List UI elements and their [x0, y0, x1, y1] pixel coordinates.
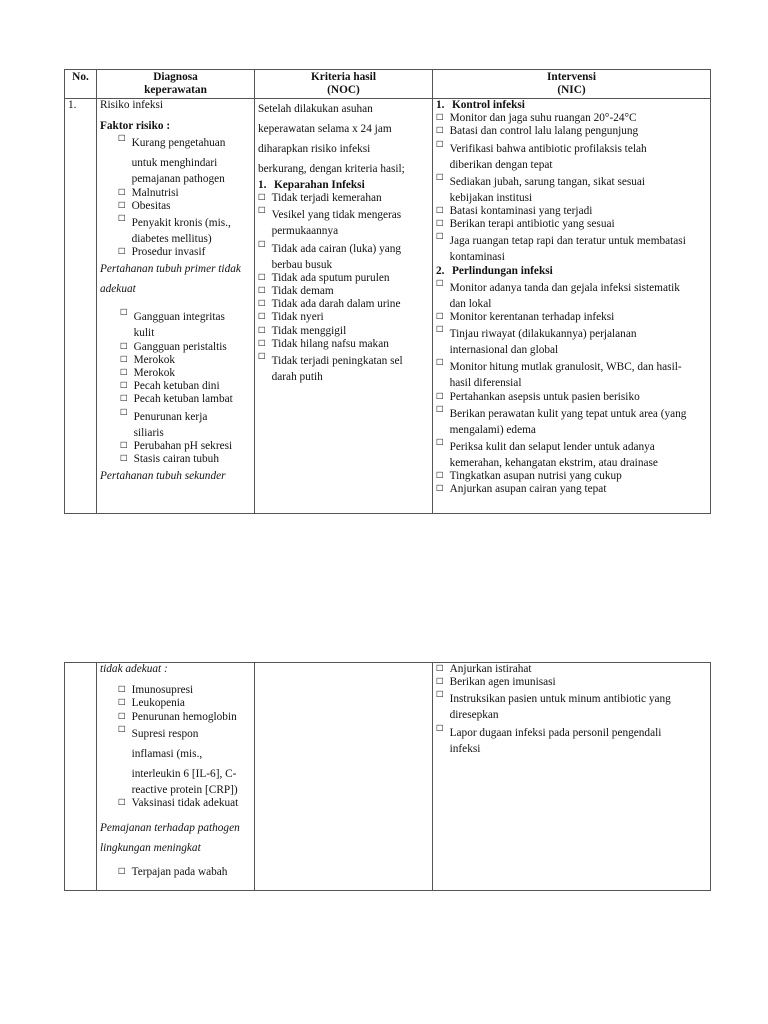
- spacer: [100, 858, 251, 866]
- cell-diagnosa: [97, 663, 255, 891]
- list-item-text: [132, 187, 179, 200]
- list-item: [100, 724, 251, 797]
- list-item-line: infeksi: [449, 742, 481, 755]
- continued-label: tidak adekuat :: [100, 663, 168, 675]
- list-item-line: Anjurkan asupan cairan yang tepat: [449, 483, 607, 496]
- list-item-text: [132, 724, 238, 797]
- checkbox-icon: ☐: [436, 325, 444, 336]
- list-item-line: Monitor adanya tanda dan gejala infeksi sistematik: [449, 281, 680, 294]
- list-item-text: [450, 391, 640, 404]
- list-item-text: [134, 380, 220, 393]
- list-item-line: Berikan terapi antibiotic yang sesuai: [449, 218, 615, 231]
- list-item-line: pemajanan pathogen: [131, 173, 225, 186]
- list-item: [436, 723, 707, 756]
- checkbox-icon: ☐: [118, 698, 126, 709]
- table-header-row: [65, 70, 711, 99]
- list-item: [436, 404, 707, 437]
- checkbox-icon: ☐: [120, 394, 128, 405]
- list-item-text: [132, 246, 206, 259]
- list-item-text: [132, 133, 226, 186]
- checkbox-icon: ☐: [120, 454, 128, 465]
- list-item-line: Monitor kerentanan terhadap infeksi: [449, 311, 615, 324]
- list-item-text: [132, 866, 228, 879]
- checkbox-icon: ☐: [436, 278, 444, 289]
- list-item: [100, 797, 251, 810]
- list-item-line: Berikan agen imunisasi: [449, 676, 556, 689]
- list-item-text: [450, 689, 671, 722]
- table-row: [65, 99, 711, 514]
- list-item-text: [450, 205, 593, 218]
- list-item-text: [134, 307, 225, 340]
- cell-kriteria: [255, 663, 433, 891]
- list-item-line: Prosedur invasif: [131, 246, 206, 259]
- header-intervensi: Intervensi (NIC): [433, 70, 711, 99]
- list-item-text: [134, 453, 219, 466]
- list-item-line: kebijakan institusi: [449, 191, 533, 204]
- checkbox-icon: ☐: [118, 685, 126, 696]
- list-item: [436, 231, 707, 264]
- list-item-text: [272, 325, 347, 338]
- checkbox-icon: ☐: [436, 404, 444, 415]
- checkbox-icon: ☐: [436, 219, 444, 230]
- checkbox-icon: ☐: [118, 200, 126, 211]
- section-number: 1.: [436, 99, 445, 111]
- list-item-text: [450, 723, 662, 756]
- list-item-line: Stasis cairan tubuh: [133, 453, 219, 466]
- checkbox-icon: ☐: [436, 232, 444, 243]
- list-item-text: [132, 797, 239, 810]
- list-item-line: hasil diferensial: [449, 377, 522, 390]
- list-item-line: Penyakit kronis (mis.,: [131, 217, 231, 230]
- secondary-defense-label: Pertahanan tubuh sekunder: [100, 470, 226, 483]
- checkbox-icon: ☐: [118, 711, 126, 722]
- list-item-text: [450, 324, 637, 357]
- list-item-text: [272, 311, 324, 324]
- checkbox-icon: ☐: [118, 867, 126, 878]
- checkbox-icon: ☐: [258, 352, 266, 363]
- list-item: [100, 246, 251, 259]
- list-item-line: Penurunan kerja: [133, 410, 208, 423]
- care-plan-table-2: [64, 662, 711, 891]
- list-item-text: [450, 470, 622, 483]
- checkbox-icon: ☐: [436, 358, 444, 369]
- list-item-line: Pertahankan asepsis untuk pasien berisiko: [449, 390, 640, 403]
- list-item-line: mengalami) edema: [449, 423, 536, 436]
- list-item-line: diresepkan: [449, 709, 499, 722]
- list-item-line: Penurunan hemoglobin: [131, 710, 237, 723]
- checkbox-icon: ☐: [120, 368, 128, 379]
- list-item-text: [272, 272, 390, 285]
- checkbox-icon: ☐: [120, 381, 128, 392]
- list-item-line: Periksa kulit dan selaput lender untuk adanya: [449, 441, 655, 454]
- list-item: [258, 311, 429, 324]
- list-item-line: permukaannya: [271, 225, 339, 238]
- cell-no: [65, 663, 97, 891]
- list-item-line: Terpajan pada wabah: [131, 866, 228, 879]
- list-item-line: Monitor dan jaga suhu ruangan 20°-24°C: [449, 112, 637, 125]
- text-line: berkurang, dengan kriteria hasil;: [258, 163, 405, 175]
- section-title: Kontrol infeksi: [452, 99, 525, 111]
- checkbox-icon: ☐: [118, 247, 126, 258]
- list-item-line: Pecah ketuban dini: [133, 380, 220, 393]
- list-item-line: Perubahan pH sekresi: [133, 439, 233, 452]
- risk-factor-label: Faktor risiko :: [100, 120, 171, 133]
- list-item: [258, 338, 429, 351]
- cell-no: 1.: [65, 99, 97, 514]
- list-item: [258, 192, 429, 205]
- checkbox-icon: ☐: [436, 664, 444, 674]
- list-item-line: Tidak hilang nafsu makan: [271, 337, 389, 350]
- list-item-text: [450, 483, 607, 496]
- list-item: [258, 272, 429, 285]
- checkbox-icon: ☐: [118, 134, 126, 145]
- list-item: [100, 380, 251, 393]
- list-item-line: inflamasi (mis.,: [131, 747, 203, 760]
- list-item: [100, 393, 251, 406]
- checkbox-icon: ☐: [258, 338, 266, 349]
- list-item: [436, 125, 707, 138]
- list-item: [100, 307, 251, 340]
- checkbox-icon: ☐: [258, 286, 266, 297]
- list-item-line: Imunosupresi: [131, 684, 194, 697]
- list-item-line: Supresi respon: [131, 727, 199, 740]
- checkbox-icon: ☐: [436, 139, 444, 150]
- list-item: [100, 711, 251, 724]
- list-item-line: Vaksinasi tidak adekuat: [131, 797, 239, 810]
- list-item: [436, 311, 707, 324]
- list-item-line: Tidak ada cairan (luka) yang: [271, 242, 402, 255]
- checkbox-icon: ☐: [118, 724, 126, 735]
- list-item-text: [450, 172, 645, 205]
- list-item-line: Sediakan jubah, sarung tangan, sikat sesuai: [449, 175, 646, 188]
- checkbox-icon: ☐: [118, 798, 126, 809]
- list-item-text: [272, 351, 403, 384]
- list-item: [436, 218, 707, 231]
- checkbox-icon: ☐: [118, 214, 126, 225]
- spacer: [100, 299, 251, 307]
- list-item-line: Obesitas: [131, 199, 171, 212]
- list-item: [258, 205, 429, 238]
- list-item: [100, 354, 251, 367]
- list-item-line: interleukin 6 [IL-6], C-: [131, 767, 237, 780]
- list-item-line: Verifikasi bahwa antibiotic profilaksis telah: [449, 142, 647, 155]
- checkbox-icon: ☐: [120, 407, 128, 418]
- list-item-line: diabetes mellitus): [131, 233, 212, 246]
- spacer: [100, 676, 251, 684]
- list-item-text: [132, 213, 231, 246]
- list-item-text: [134, 393, 233, 406]
- list-item: [436, 689, 707, 722]
- list-item-line: Tidak ada darah dalam urine: [271, 298, 401, 311]
- list-item-line: Kurang pengetahuan: [131, 137, 226, 150]
- list-item: [436, 278, 707, 311]
- checkbox-icon: ☐: [436, 172, 444, 183]
- list-item: [436, 483, 707, 496]
- list-item-line: Tidak nyeri: [271, 311, 324, 324]
- list-item: [100, 453, 251, 466]
- list-item: [100, 341, 251, 354]
- list-item: [100, 187, 251, 200]
- list-item-line: darah putih: [271, 371, 323, 384]
- list-item-line: siliaris: [133, 426, 164, 439]
- list-item: [258, 285, 429, 298]
- checkbox-icon: ☐: [436, 484, 444, 495]
- list-item-line: Gangguan peristaltis: [133, 340, 227, 353]
- list-item-text: [450, 278, 680, 311]
- checkbox-icon: ☐: [436, 677, 444, 688]
- list-item: [100, 133, 251, 186]
- checkbox-icon: ☐: [258, 239, 266, 250]
- checkbox-icon: ☐: [436, 113, 444, 124]
- section-heading: [436, 265, 707, 278]
- checkbox-icon: ☐: [120, 440, 128, 451]
- list-item: [436, 676, 707, 689]
- list-item-text: [134, 407, 208, 440]
- cell-intervensi: [433, 99, 711, 514]
- list-item-text: [134, 341, 227, 354]
- list-item-line: Batasi kontaminasi yang terjadi: [449, 205, 593, 218]
- list-item-text: [450, 663, 532, 676]
- list-item-line: Batasi dan control lalu lalang pengunjung: [449, 125, 639, 138]
- list-item-line: reactive protein [CRP]): [131, 783, 238, 796]
- list-item-line: Tidak menggigil: [271, 324, 347, 337]
- list-item-line: kontaminasi: [449, 251, 505, 264]
- list-item-text: [450, 437, 658, 470]
- list-item-text: [450, 676, 556, 689]
- list-item-text: [272, 285, 334, 298]
- list-item-text: [450, 112, 637, 125]
- header-diagnosa: Diagnosa keperawatan: [97, 70, 255, 99]
- list-item: [100, 440, 251, 453]
- list-item-line: Leukopenia: [131, 697, 185, 710]
- list-item: [100, 866, 251, 879]
- checkbox-icon: ☐: [436, 126, 444, 137]
- checkbox-icon: ☐: [436, 690, 444, 701]
- list-item: [100, 200, 251, 213]
- checkbox-icon: ☐: [118, 187, 126, 198]
- list-item: [258, 325, 429, 338]
- list-item-text: [450, 139, 647, 172]
- checkbox-icon: ☐: [120, 341, 128, 352]
- text-line: Pemajanan terhadap pathogen: [100, 822, 240, 835]
- list-item-line: Merokok: [133, 367, 176, 380]
- list-item-line: Tidak ada sputum purulen: [271, 271, 390, 284]
- section-heading: [436, 99, 707, 112]
- checkbox-icon: ☐: [258, 312, 266, 323]
- checkbox-icon: ☐: [258, 193, 266, 204]
- list-item: [436, 437, 707, 470]
- list-item-text: [272, 338, 389, 351]
- spacer: [100, 810, 251, 818]
- list-item-line: untuk menghindari: [131, 157, 218, 170]
- list-item-text: [134, 440, 233, 453]
- checkbox-icon: ☐: [436, 206, 444, 217]
- list-item: [436, 663, 707, 676]
- checkbox-icon: ☐: [436, 471, 444, 482]
- section-heading: [258, 179, 429, 192]
- list-item-line: Tidak terjadi kemerahan: [271, 192, 382, 205]
- list-item-text: [132, 200, 171, 213]
- list-item-line: Tidak terjadi peningkatan sel: [271, 355, 403, 368]
- text-line: diharapkan risiko infeksi: [258, 143, 371, 155]
- text-line: keperawatan selama x 24 jam: [258, 123, 392, 135]
- list-item-line: dan lokal: [449, 297, 492, 310]
- list-item: [436, 391, 707, 404]
- list-item-line: berbau busuk: [271, 258, 333, 271]
- list-item-line: kulit: [133, 327, 155, 340]
- list-item-text: [450, 125, 639, 138]
- spacer: [100, 112, 251, 120]
- list-item: [258, 239, 429, 272]
- list-item-line: Monitor hitung mutlak granulosit, WBC, dan hasil-: [449, 361, 682, 374]
- section-title: Keparahan Infeksi: [274, 179, 365, 191]
- list-item-text: [132, 697, 185, 710]
- list-item: [100, 697, 251, 710]
- list-item: [436, 172, 707, 205]
- list-item-text: [132, 684, 194, 697]
- list-item-text: [450, 231, 686, 264]
- list-item-line: Lapor dugaan infeksi pada personil pengendali: [449, 726, 662, 739]
- checkbox-icon: ☐: [258, 299, 266, 310]
- list-item-text: [132, 711, 237, 724]
- list-item-text: [450, 357, 682, 390]
- list-item-text: [450, 311, 615, 324]
- list-item: [100, 213, 251, 246]
- checkbox-icon: ☐: [436, 312, 444, 323]
- list-item-line: Tingkatkan asupan nutrisi yang cukup: [449, 470, 622, 483]
- list-item-line: Instruksikan pasien untuk minum antibiotic yang: [449, 693, 671, 706]
- list-item: [258, 351, 429, 384]
- list-item-line: Pecah ketuban lambat: [133, 393, 233, 406]
- list-item-text: [450, 404, 687, 437]
- list-item-text: [134, 354, 175, 367]
- list-item-text: [272, 239, 401, 272]
- text-line: Pertahanan tubuh primer tidak: [100, 263, 241, 276]
- list-item-text: [272, 192, 382, 205]
- section-number: 1.: [258, 179, 267, 191]
- list-item: [100, 367, 251, 380]
- checkbox-icon: ☐: [258, 206, 266, 217]
- list-item-text: [272, 205, 402, 238]
- list-item-line: Jaga ruangan tetap rapi dan teratur untuk membatasi: [449, 235, 686, 248]
- list-item: [436, 205, 707, 218]
- header-kriteria: Kriteria hasil (NOC): [255, 70, 433, 99]
- section-title: Perlindungan infeksi: [452, 264, 553, 277]
- cell-intervensi: [433, 663, 711, 891]
- section-number: 2.: [436, 264, 445, 277]
- list-item-line: Berikan perawatan kulit yang tepat untuk area (yang: [449, 407, 687, 420]
- list-item-line: Tinjau riwayat (dilakukannya) perjalanan: [449, 328, 637, 341]
- text-line: lingkungan meningkat: [100, 842, 201, 855]
- header-no: No.: [65, 70, 97, 99]
- list-item: [436, 470, 707, 483]
- checkbox-icon: ☐: [258, 325, 266, 336]
- list-item-line: Merokok: [133, 353, 176, 366]
- list-item-text: [134, 367, 175, 380]
- cell-kriteria: [255, 99, 433, 514]
- checkbox-icon: ☐: [436, 723, 444, 734]
- list-item: [258, 298, 429, 311]
- table-row: [65, 663, 711, 891]
- list-item-line: Vesikel yang tidak mengeras: [271, 209, 402, 222]
- cell-diagnosa: [97, 99, 255, 514]
- list-item: [436, 324, 707, 357]
- text-line: Setelah dilakukan asuhan: [258, 103, 373, 115]
- list-item: [100, 684, 251, 697]
- checkbox-icon: ☐: [120, 354, 128, 365]
- list-item: [100, 407, 251, 440]
- list-item-line: kemerahan, kehangatan ekstrim, atau drainase: [449, 457, 658, 470]
- list-item-text: [272, 298, 401, 311]
- list-item-line: Malnutrisi: [131, 186, 179, 199]
- list-item-line: Anjurkan istirahat: [449, 663, 532, 675]
- list-item-line: Tidak demam: [271, 285, 334, 298]
- checkbox-icon: ☐: [436, 391, 444, 402]
- care-plan-table-1: [64, 69, 711, 514]
- checkbox-icon: ☐: [258, 272, 266, 283]
- text-line: adekuat: [100, 283, 136, 296]
- diagnosis-title: Risiko infeksi: [100, 99, 164, 111]
- list-item: [436, 139, 707, 172]
- list-item-text: [450, 218, 615, 231]
- list-item-line: diberikan dengan tepat: [449, 158, 553, 171]
- list-item: [436, 357, 707, 390]
- checkbox-icon: ☐: [436, 438, 444, 449]
- checkbox-icon: ☐: [120, 308, 128, 319]
- list-item: [436, 112, 707, 125]
- list-item-line: internasional dan global: [449, 344, 559, 357]
- list-item-line: Gangguan integritas: [133, 311, 225, 324]
